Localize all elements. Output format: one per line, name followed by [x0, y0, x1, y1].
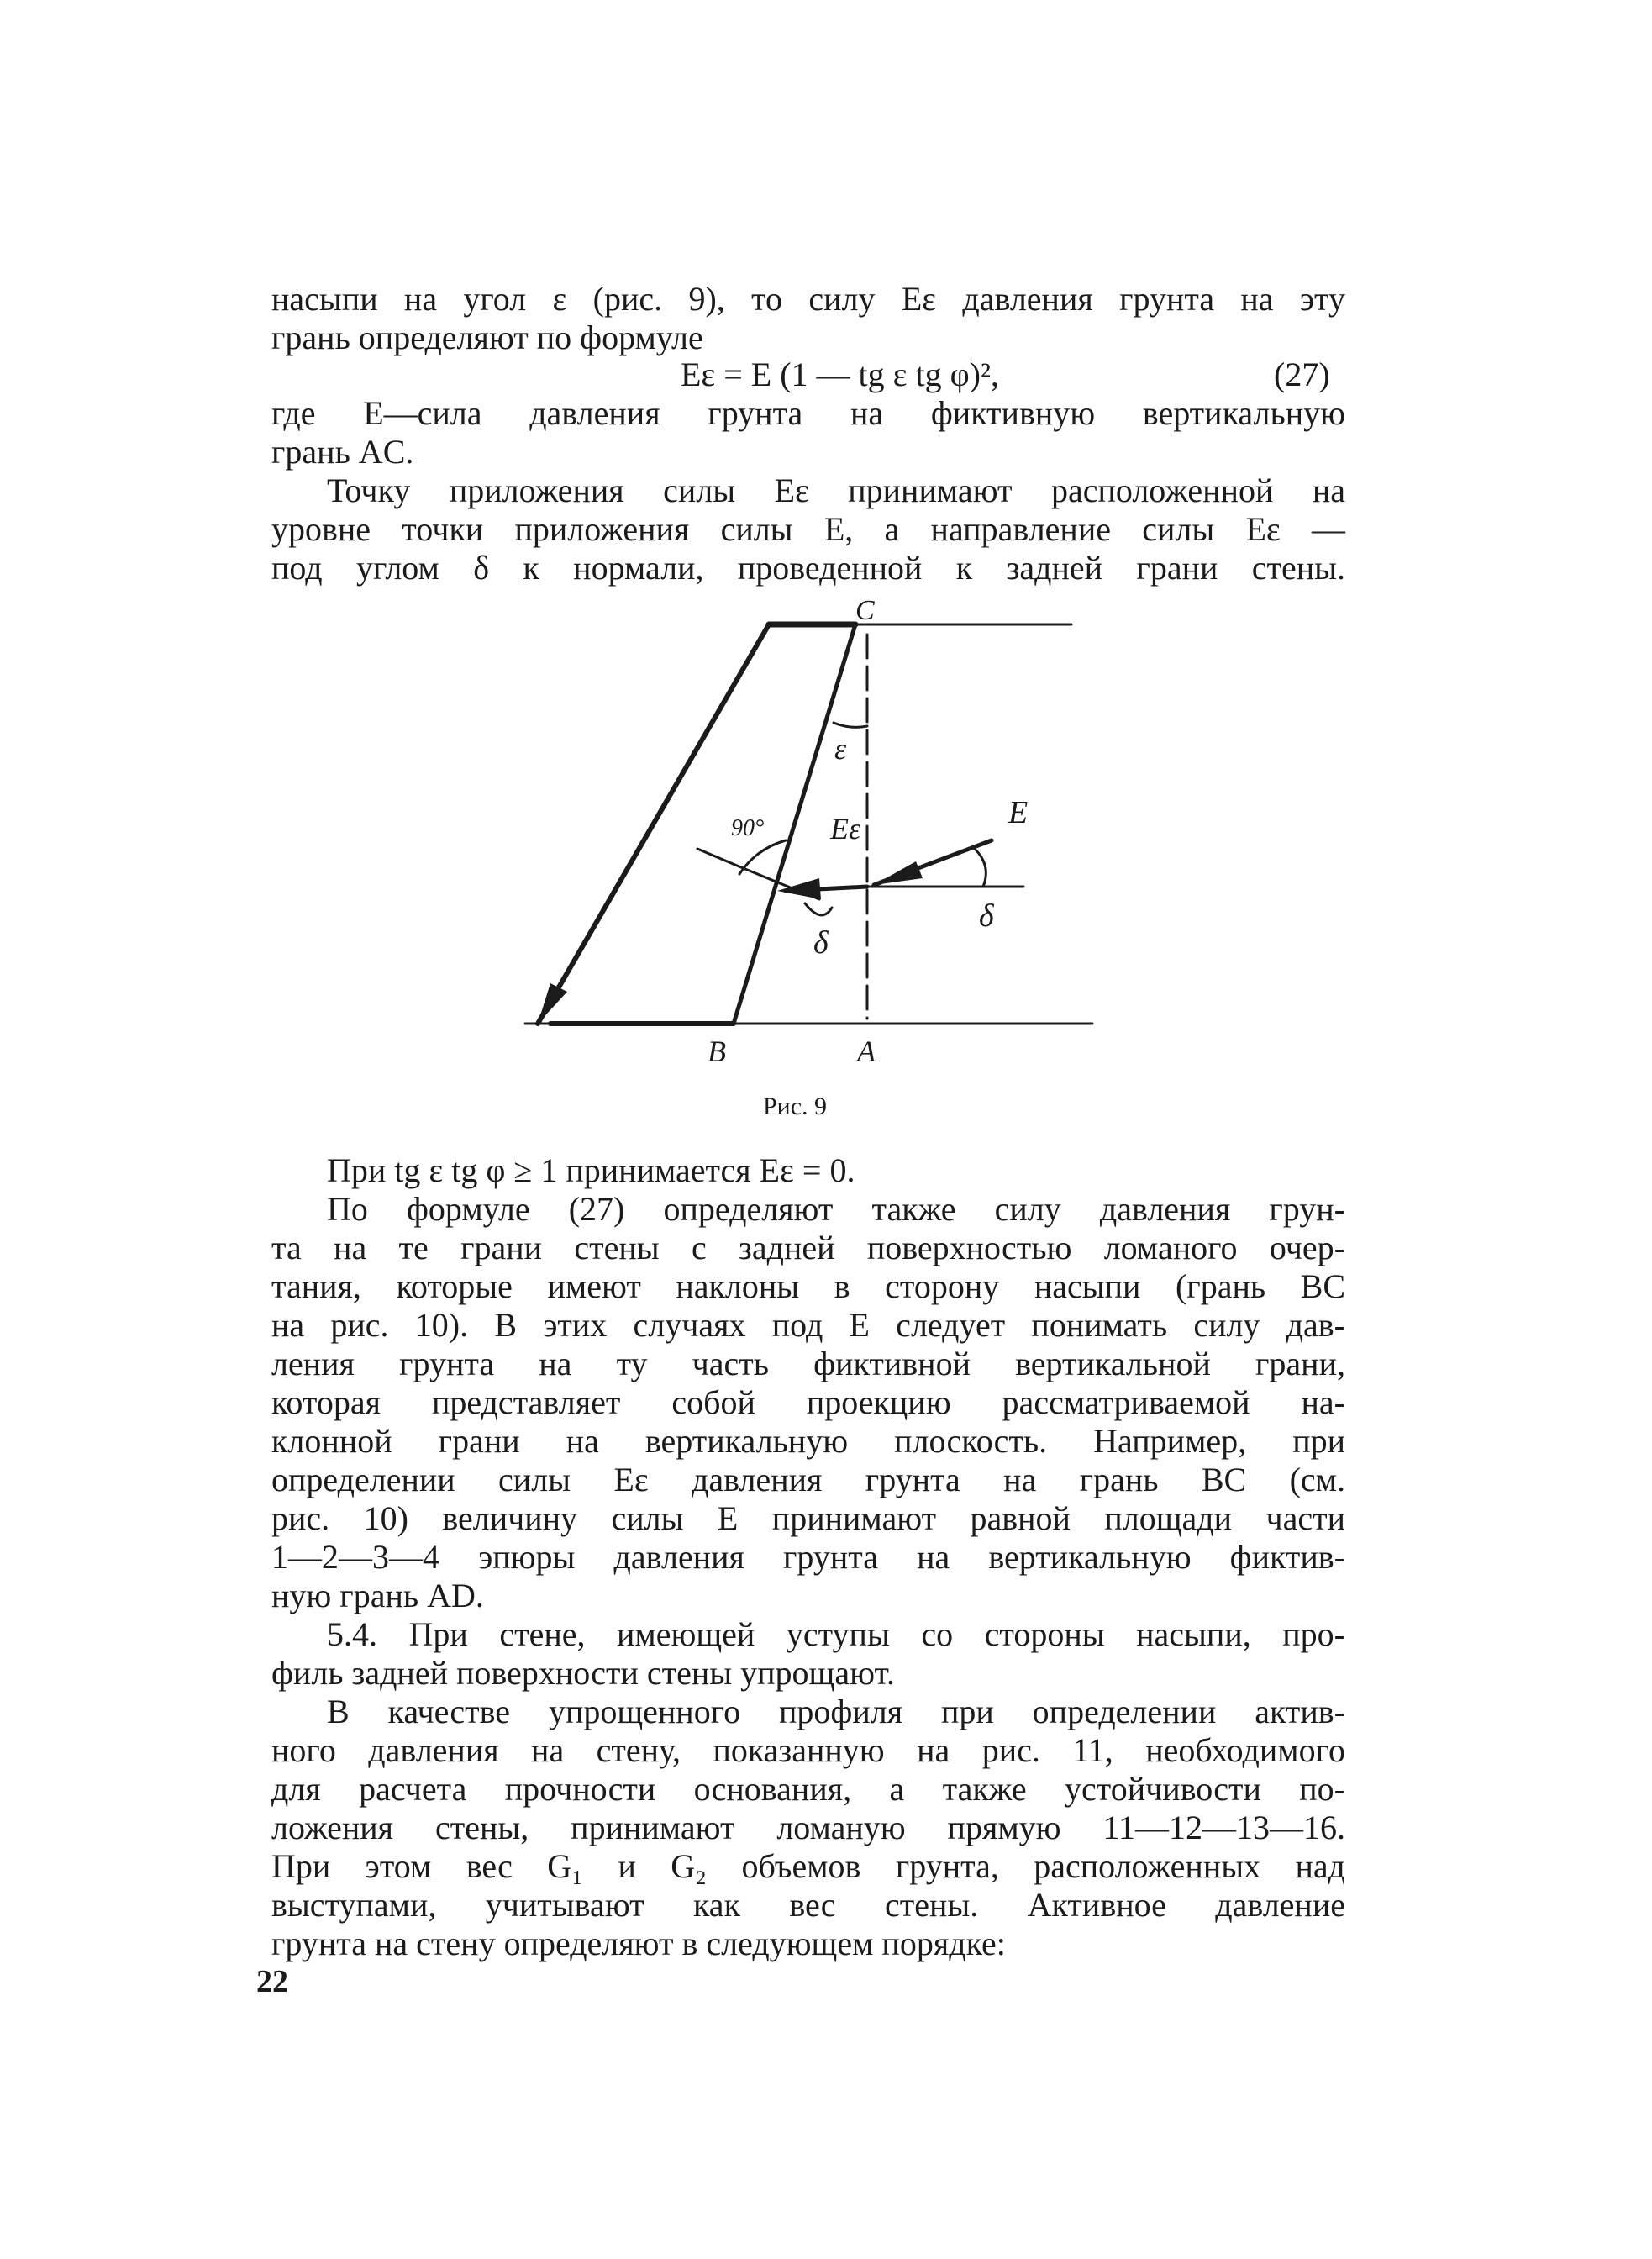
text-line: где E—сила давления грунта на фиктивную вертикальную — [271, 394, 1345, 432]
label-A: A — [857, 1035, 876, 1068]
label-C: C — [855, 595, 875, 626]
figure-caption: Рис. 9 — [763, 1093, 828, 1120]
epsilon-arc — [834, 723, 867, 727]
label-epsilon: ε — [834, 732, 847, 766]
arrowhead-Ee — [777, 878, 821, 899]
text-line: выступами, учитывают как вес стены. Активное давление — [271, 1886, 1345, 1924]
formula-number: (27) — [1274, 355, 1330, 393]
text-line: рис. 10) величину силы E принимают равной площади части — [271, 1499, 1345, 1537]
text-line: тания, которые имеют наклоны в сторону насыпи (грань BC — [271, 1267, 1345, 1305]
text-line: ления грунта на ту часть фиктивной вертикальной грани, — [271, 1345, 1345, 1382]
text-line: насыпи на угол ε (рис. 9), то силу Eε давления грунта на эту — [271, 280, 1345, 318]
text-line: 1—2—3—4 эпюры давления грунта на вертикальную фиктив- — [271, 1538, 1345, 1576]
label-B: B — [708, 1035, 726, 1068]
text-line: 5.4. При стене, имеющей уступы со стороны насыпи, про- — [327, 1615, 1345, 1653]
page-number: 22 — [256, 1964, 288, 1999]
text-line: уровне точки приложения силы E, а направление силы Eε — — [271, 510, 1345, 548]
label-E: E — [1008, 795, 1029, 830]
text-line: клонной грани на вертикальную плоскость. Например, при — [271, 1422, 1345, 1460]
label-delta-right: δ — [979, 898, 994, 934]
text-line: грунта на стену определяют в следующем порядке: — [271, 1925, 1006, 1962]
text-line: определении силы Eε давления грунта на грань BC (см. — [271, 1461, 1345, 1498]
delta-arc-left — [805, 903, 832, 915]
text-line: При этом вес G₁ и G₂ объемов грунта, расположенных над — [271, 1847, 1345, 1885]
text-line: ную грань AD. — [271, 1577, 484, 1614]
label-90-degrees: 90° — [731, 815, 765, 841]
text-line: По формуле (27) определяют также силу давления грун- — [327, 1190, 1345, 1228]
arrowhead-wall — [538, 983, 567, 1024]
text-line: грань AC. — [271, 433, 414, 471]
text-line: для расчета прочности основания, а также устойчивости по- — [271, 1770, 1345, 1808]
text-line: ного давления на стену, показанную на рис. 11, необходимого — [271, 1731, 1345, 1769]
text-line: Точку приложения силы Eε принимают расположенной на — [327, 471, 1345, 509]
text-line: ложения стены, принимают ломаную прямую 11—12—13—16. — [271, 1809, 1345, 1846]
text-line: филь задней поверхности стены упрощают. — [271, 1654, 895, 1692]
text-line: При tg ε tg φ ≥ 1 принимается Eε = 0. — [327, 1151, 855, 1189]
text-line: та на те грани стены с задней поверхностью ломаного очер- — [271, 1229, 1345, 1266]
text-line: под углом δ к нормали, проведенной к задней грани стены. — [271, 549, 1345, 587]
text-line: которая представляет собой проекцию рассматриваемой на- — [271, 1383, 1345, 1421]
text-line: грань определяют по формуле — [271, 319, 703, 356]
arrowhead-E — [874, 861, 923, 885]
text-line: на рис. 10). В этих случаях под E следует понимать силу дав- — [271, 1306, 1345, 1344]
delta-arc-right — [975, 849, 986, 887]
label-delta-left: δ — [813, 925, 829, 961]
formula: Eε = E (1 — tg ε tg φ)², — [681, 355, 999, 393]
label-Ee: Eε — [830, 812, 861, 845]
text-line: В качестве упрощенного профиля при определении актив- — [327, 1693, 1345, 1730]
